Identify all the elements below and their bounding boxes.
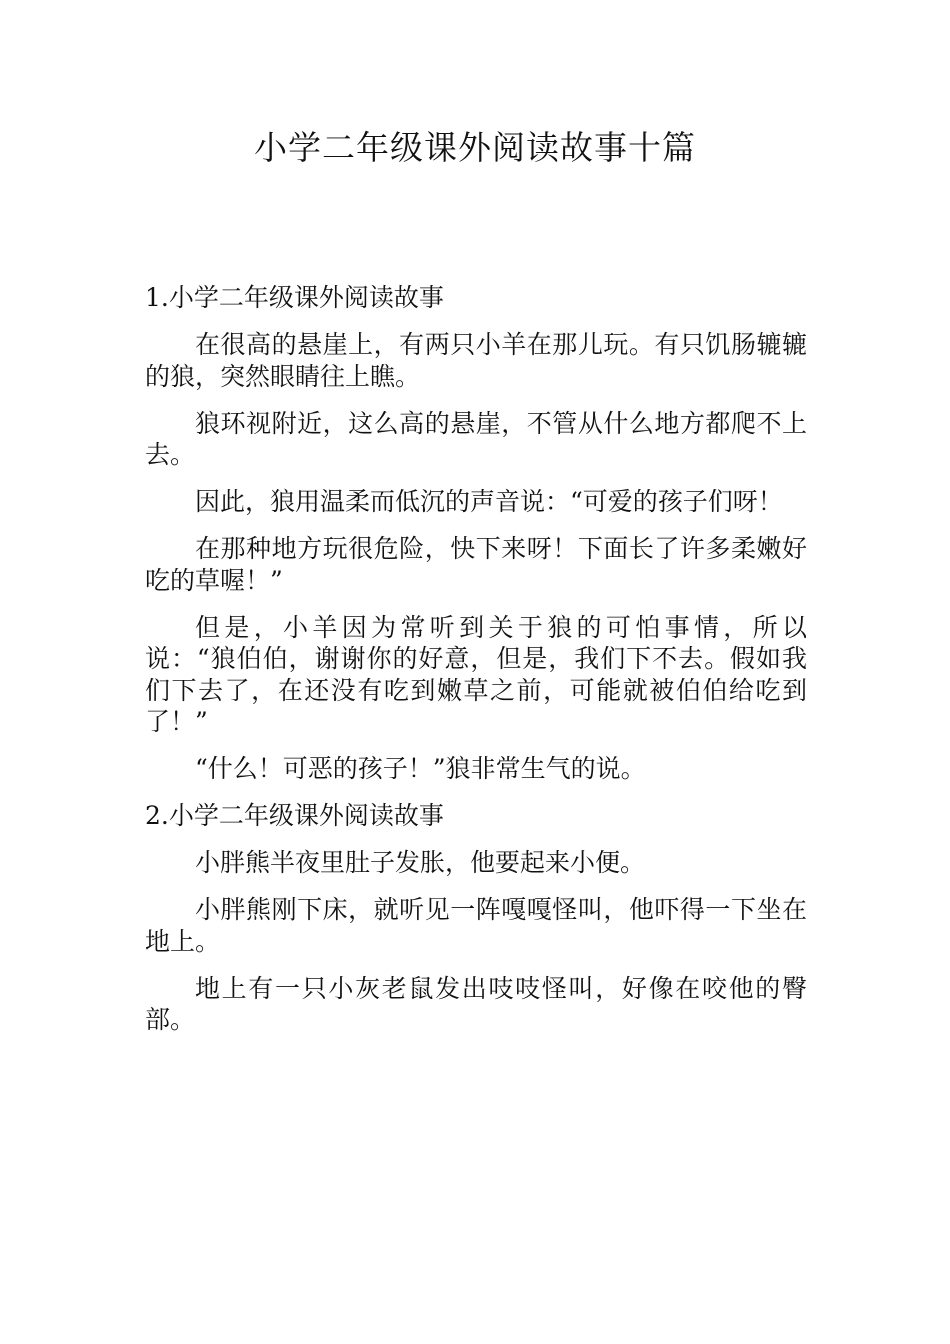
document-title: 小学二年级课外阅读故事十篇: [254, 128, 696, 167]
paragraph: 狼环视附近，这么高的悬崖，不管从什么地方都爬不上去。: [145, 408, 807, 469]
document-body: [145, 282, 807, 1051]
paragraph: 但是，小羊因为常听到关于狼的可怕事情，所以说：“狼伯伯，谢谢你的好意，但是，我们下不去。假如我们下去了，在还没有吃到嫩草之前，可能就被伯伯给吃到了！”: [145, 612, 807, 736]
section-heading-1: 1.小学二年级课外阅读故事: [145, 283, 444, 312]
section-heading-2: 2.小学二年级课外阅读故事: [145, 801, 444, 830]
paragraph: “什么！可恶的孩子！”狼非常生气的说。: [195, 754, 646, 783]
paragraph: 小胖熊半夜里肚子发胀，他要起来小便。: [195, 848, 646, 877]
paragraph: 在那种地方玩很危险，快下来呀！下面长了许多柔嫩好吃的草喔！”: [145, 534, 807, 595]
paragraph: 在很高的悬崖上，有两只小羊在那儿玩。有只饥肠辘辘的狼，突然眼睛往上瞧。: [145, 330, 807, 391]
paragraph: 因此，狼用温柔而低沉的声音说：“可爱的孩子们呀！: [195, 487, 783, 516]
paragraph: 小胖熊刚下床，就听见一阵嘎嘎怪叫，他吓得一下坐在地上。: [145, 895, 807, 956]
paragraph: 地上有一只小灰老鼠发出吱吱怪叫，好像在咬他的臀部。: [145, 973, 807, 1034]
